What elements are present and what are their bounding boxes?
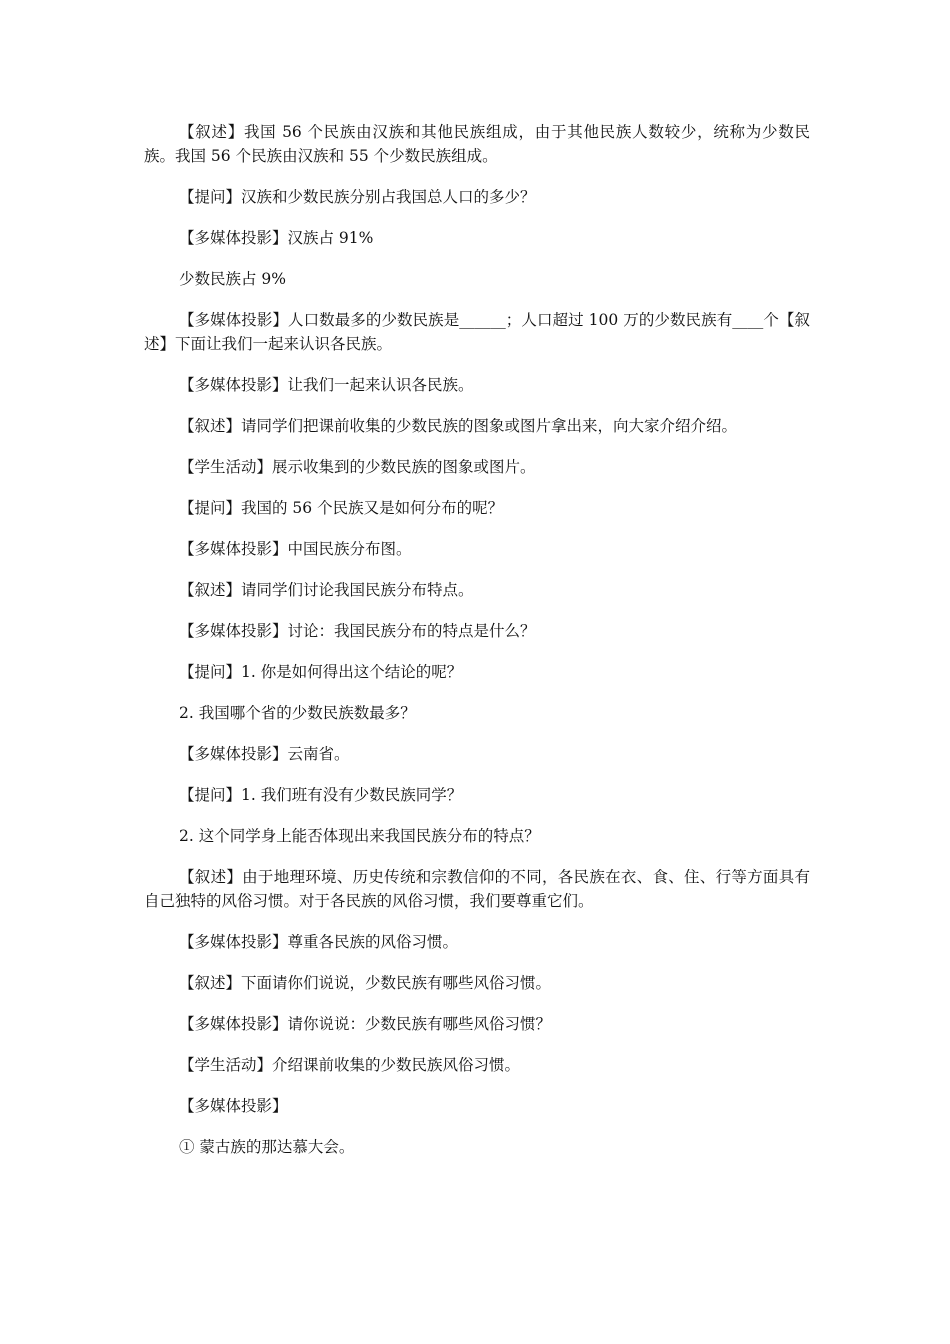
paragraph-projection-discussion: 【多媒体投影】讨论：我国民族分布的特点是什么？ xyxy=(179,622,536,640)
paragraph-naadam-item: ① 蒙古族的那达慕大会。 xyxy=(179,1138,355,1156)
paragraph-student-activity-pictures: 【学生活动】展示收集到的少数民族的图象或图片。 xyxy=(179,458,536,476)
paragraph-narration-ethnic-composition: 【叙述】我国 56 个民族由汉族和其他民族组成，由于其他民族人数较少，统称为少数民族。我国 56 个民族由汉族和 55 个少数民族组成。 xyxy=(144,123,810,165)
paragraph-narration-show-pictures: 【叙述】请同学们把课前收集的少数民族的图象或图片拿出来，向大家介绍介绍。 xyxy=(179,417,738,435)
paragraph-minority-share: 少数民族占 9% xyxy=(179,270,287,288)
paragraph-projection-meet-ethnic-groups: 【多媒体投影】让我们一起来认识各民族。 xyxy=(179,376,474,394)
paragraph-projection-distribution-map: 【多媒体投影】中国民族分布图。 xyxy=(179,540,412,558)
paragraph-projection-talk-customs: 【多媒体投影】请你说说：少数民族有哪些风俗习惯？ xyxy=(179,1015,552,1033)
paragraph-student-activity-customs: 【学生活动】介绍课前收集的少数民族风俗习惯。 xyxy=(179,1056,521,1074)
paragraph-narration-talk-customs: 【叙述】下面请你们说说，少数民族有哪些风俗习惯。 xyxy=(179,974,552,992)
paragraph-projection-yunnan: 【多媒体投影】云南省。 xyxy=(179,745,350,763)
paragraph-projection-respect-customs: 【多媒体投影】尊重各民族的风俗习惯。 xyxy=(179,933,459,951)
paragraph-projection-han-share: 【多媒体投影】汉族占 91% xyxy=(179,229,374,247)
document-page xyxy=(144,120,810,1176)
paragraph-question-classmates: 【提问】1. 我们班有没有少数民族同学？ xyxy=(179,786,463,804)
paragraph-projection-largest-minority: 【多媒体投影】人口数最多的少数民族是______；人口超过 100 万的少数民族有____个【叙述】下面让我们一起来认识各民族。 xyxy=(144,311,810,353)
paragraph-question-province: 2. 我国哪个省的少数民族数最多？ xyxy=(179,704,416,722)
paragraph-question-population-share: 【提问】汉族和少数民族分别占我国总人口的多少？ xyxy=(179,188,536,206)
paragraph-question-conclusion: 【提问】1. 你是如何得出这个结论的呢？ xyxy=(179,663,463,681)
paragraph-projection-heading: 【多媒体投影】 xyxy=(179,1097,288,1115)
paragraph-question-reflect-distribution: 2. 这个同学身上能否体现出来我国民族分布的特点？ xyxy=(179,827,540,845)
paragraph-question-distribution: 【提问】我国的 56 个民族又是如何分布的呢？ xyxy=(179,499,504,517)
paragraph-narration-customs: 【叙述】由于地理环境、历史传统和宗教信仰的不同，各民族在衣、食、住、行等方面具有自己独特的风俗习惯。对于各民族的风俗习惯，我们要尊重它们。 xyxy=(144,868,810,910)
paragraph-narration-discuss: 【叙述】请同学们讨论我国民族分布特点。 xyxy=(179,581,474,599)
